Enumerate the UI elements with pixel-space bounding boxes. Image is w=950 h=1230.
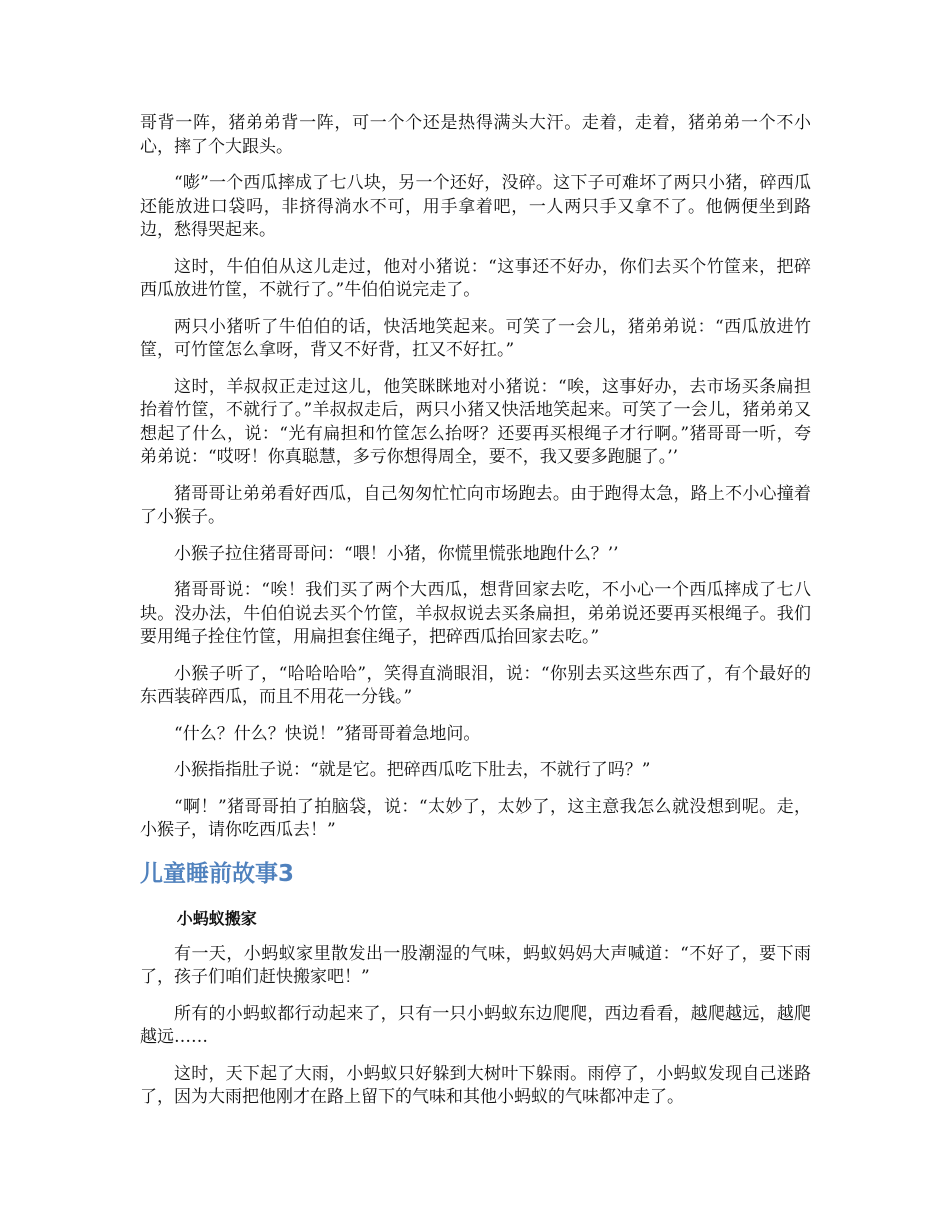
story-paragraph: 小猴子听了，“哈哈哈哈”，笑得直淌眼泪，说：“你别去买这些东西了，有个最好的东西装碎西瓜，而且不用花一分钱。” bbox=[140, 663, 811, 707]
document-page bbox=[140, 112, 811, 1123]
story-paragraph: 这时，羊叔叔正走过这儿，他笑眯眯地对小猪说：“唉，这事好办，去市场买条扁担抬着竹筐，不就行了。”羊叔叔走后，两只小猪又快活地笑起来。可笑了一会儿，猪弟弟又想起了什么，说：“光有扁担和竹筐怎么抬呀？还要再买根绳子才行啊。”猪哥哥一听，夸弟弟说：“哎呀！你真聪慧，多亏你想得周全，要不，我又要多跑腿了。’’ bbox=[140, 376, 811, 467]
story-paragraph: 两只小猪听了牛伯伯的话，快活地笑起来。可笑了一会儿，猪弟弟说：“西瓜放进竹筐，可竹筐怎么拿呀，背又不好背，扛又不好扛。” bbox=[140, 316, 811, 360]
story-paragraph: 小猴指指肚子说：“就是它。把碎西瓜吃下肚去，不就行了吗？” bbox=[174, 760, 651, 780]
story-paragraph: 猪哥哥说：“唉！我们买了两个大西瓜，想背回家去吃，不小心一个西瓜摔成了七八块。没办法，牛伯伯说去买个竹筐，羊叔叔说去买条扁担，弟弟说还要再买根绳子。我们要用绳子拴住竹筐，用扁担套住绳子，把碎西瓜抬回家去吃。” bbox=[140, 580, 811, 647]
story-paragraph: “啊！”猪哥哥拍了拍脑袋，说：“太妙了，太妙了，这主意我怎么就没想到呢。走，小猴子，请你吃西瓜去！” bbox=[140, 796, 811, 840]
story-2-continuation bbox=[140, 112, 811, 843]
story-paragraph: 猪哥哥让弟弟看好西瓜，自己匆匆忙忙向市场跑去。由于跑得太急，路上不小心撞着了小猴子。 bbox=[140, 483, 811, 527]
story-3 bbox=[140, 859, 811, 1110]
story-paragraph: 所有的小蚂蚁都行动起来了，只有一只小蚂蚁东边爬爬，西边看看，越爬越远，越爬越远…… bbox=[140, 1003, 811, 1047]
story-paragraph: “什么？什么？快说！”猪哥哥着急地问。 bbox=[174, 723, 481, 744]
story-title: 小蚂蚁搬家 bbox=[176, 908, 257, 928]
story-paragraph: 有一天，小蚂蚁家里散发出一股潮湿的气味，蚂蚁妈妈大声喊道：“不好了，要下雨了，孩子们咱们赶快搬家吧！” bbox=[140, 943, 811, 987]
story-paragraph: 小猴子拉住猪哥哥问：“喂！小猪，你慌里慌张地跑什么？’’ bbox=[174, 543, 619, 564]
section-heading: 儿童睡前故事3 bbox=[140, 860, 295, 887]
story-paragraph: “嘭”一个西瓜摔成了七八块，另一个还好，没碎。这下子可难坏了两只小猪，碎西瓜还能放进口袋吗，非挤得淌水不可，用手拿着吧，一人两只手又拿不了。他俩便坐到路边，愁得哭起来。 bbox=[140, 173, 811, 240]
story-paragraph: 这时，天下起了大雨，小蚂蚁只好躲到大树叶下躲雨。雨停了，小蚂蚁发现自己迷路了，因为大雨把他刚才在路上留下的气味和其他小蚂蚁的气味都冲走了。 bbox=[140, 1063, 811, 1107]
story-paragraph: 哥背一阵，猪弟弟背一阵，可一个个还是热得满头大汗。走着，走着，猪弟弟一个不小心，摔了个大跟头。 bbox=[140, 113, 811, 157]
story-paragraph: 这时，牛伯伯从这儿走过，他对小猪说：“这事还不好办，你们去买个竹筐来，把碎西瓜放进竹筐，不就行了。”牛伯伯说完走了。 bbox=[140, 256, 811, 300]
